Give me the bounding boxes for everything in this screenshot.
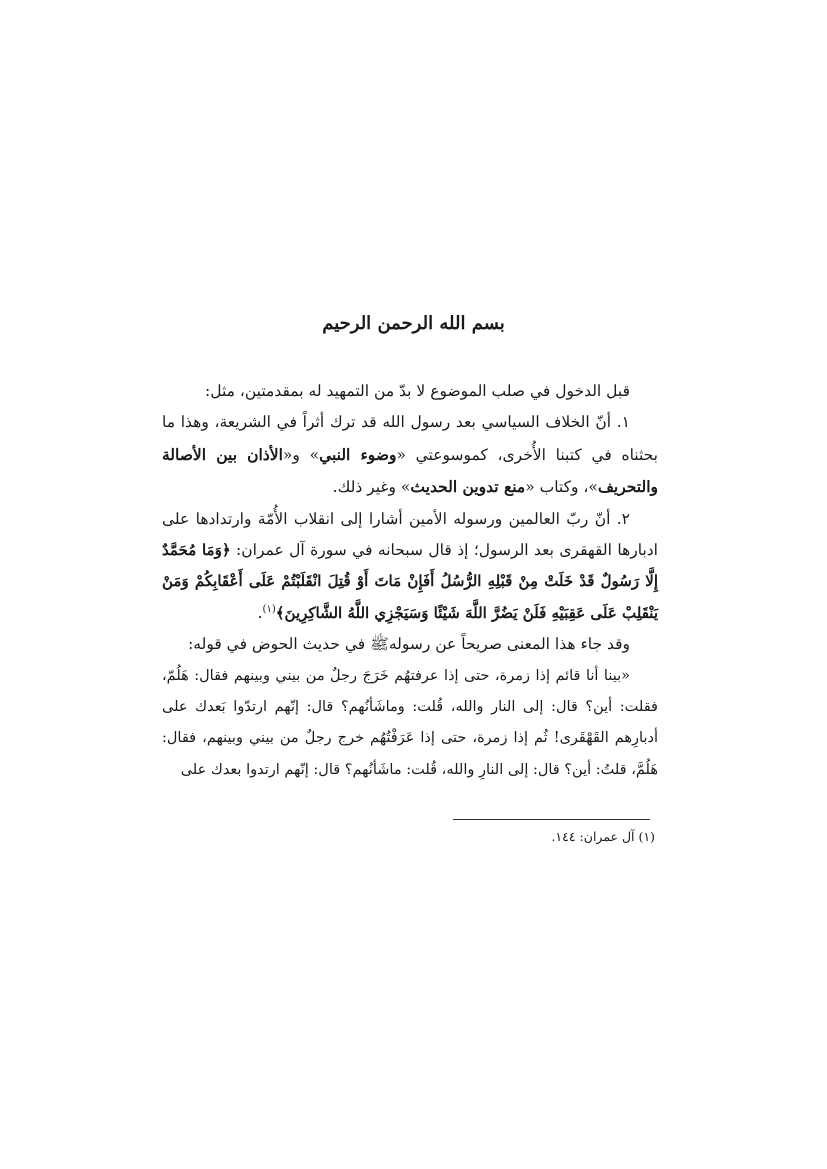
book-title-adhan: الأذان بين الأصالة والتحريف [162,444,658,497]
point-1-text-c: »، وكتاب « [525,478,598,497]
footnote-divider [453,819,650,820]
body-text [162,376,658,786]
point-2-end: . [257,603,263,622]
book-title-hadith-ban: منع تدوين الحديث [410,477,526,497]
hadith-intro-paragraph [162,629,658,660]
book-title-wudu: وضوء النبي [319,444,397,464]
intro-text: قبل الدخول في صلب الموضوع لا بدّ من التمهيد له بمقدمتين، مثل: [205,382,630,400]
quran-verse: ﴿وَمَا مُحَمَّدٌ إِلَّا رَسُولٌ قَدْ خَلَتْ مِنْ قَبْلِهِ الرُّسُلُ أَفَإِنْ مَاتَ أَوْ قُتِلَ انْقَلَبْتُمْ عَلَى أَعْقَابِكُمْ وَمَنْ يَنْقَلِبْ عَلَى عَقِبَيْهِ فَلَنْ يَضُرَّ اللَّهَ شَيْئًا وَسَيَجْزِي اللَّهُ الشَّاكِرِينَ﴾ [162,541,658,622]
footnote-marker: (١) [262,603,276,615]
salawat-symbol: ﷺ [370,635,389,654]
hadith-quote: «بينا أنا قائم إذا زمرة، حتى إذا عرفتهُم خَرَجَ رجلٌ من بيني وبينهم فقال: هَلُمّ، فقلت: أين؟ قال: إلى النار والله، قُلت: وماشَأنُهم؟ قال: إنّهم ارتدّوا بَعدك على أدبارِهم القَهْقَرى! ثُم إذا زمرة، حتى إذا عَرَفْتُهُم خرج رجلٌ من بيني وبينهم، فقال: هَلُمَّ، قلتُ: أين؟ قال: إلى النارِ والله، قُلت: ماشَأنُهم؟ قال: إنّهم ارتدوا بعدك على [162,667,658,778]
intro-paragraph [162,376,658,407]
point-1-paragraph [162,407,658,503]
point-2-paragraph [162,504,658,630]
hadith-quote-paragraph [162,661,658,787]
point-1-text-a: ١. أنّ الخلاف السياسي بعد رسول الله قد ترك أثراً في الشريعة، وهذا ما بحثناه في كتبنا الأُخرى، كموسوعتي « [162,413,658,464]
point-1-text-b: » و« [282,445,320,464]
basmala-heading: بسم الله الرحمن الرحيم [322,313,505,334]
hadith-intro-b: في حديث الحوض في قوله: [188,635,371,654]
footnote: (١) آل عمران: ١٤٤. [551,829,655,844]
hadith-intro-a: وقد جاء هذا المعنى صريحاً عن رسوله [388,635,630,654]
point-1-text-d: » وغير ذلك. [332,478,411,497]
point-2-text: ٢. أنّ ربّ العالمين ورسوله الأمين أشارا إلى انقلاب الأُمّة وارتدادها على ادبارها القهقرى بعد الرسول؛ إذ قال سبحانه في سورة آل عمران: [162,509,658,560]
